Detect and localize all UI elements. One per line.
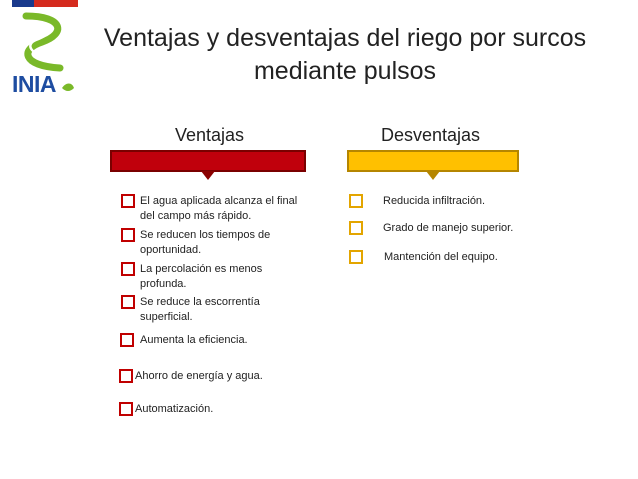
flag-red-segment [34,0,78,7]
inia-logo-text: INIA [12,71,56,97]
ventaja-text: Automatización. [135,403,214,415]
checkbox-icon [119,402,133,416]
ventaja-text: Ahorro de energía y agua. [135,370,263,382]
ventajas-heading: Ventajas [175,125,245,145]
desventajas-heading: Desventajas [381,125,481,145]
ventajas-arrow [201,171,215,180]
checkbox-icon [349,221,363,235]
ventaja-text: Se reducen los tiempos de oportunidad. [140,229,271,256]
checkbox-icon [119,369,133,383]
flag-bar [12,0,78,7]
checkbox-icon [120,333,134,347]
desventaja-text: Grado de manejo superior. [383,222,514,234]
checkbox-icon [349,194,363,208]
desventajas-arrow [426,171,440,180]
checkbox-icon [349,250,363,264]
desventajas-bar [347,150,519,172]
page-title: Ventajas y desventajas del riego por surcos mediante pulsos [103,24,587,85]
ventaja-text: La percolación es menos profunda. [140,263,263,290]
desventaja-text: Mantención del equipo. [384,251,498,263]
checkbox-icon [121,262,135,276]
ventaja-text: El agua aplicada alcanza el final del campo más rápido. [140,195,298,222]
flag-blue-segment [12,0,34,7]
checkbox-icon [121,295,135,309]
checkbox-icon [121,194,135,208]
ventaja-text: Aumenta la eficiencia. [140,334,248,346]
ventaja-text: Se reduce la escorrentía superficial. [140,296,260,323]
desventaja-text: Reducida infiltración. [383,195,486,207]
checkbox-icon [121,228,135,242]
ventajas-bar [110,150,306,172]
